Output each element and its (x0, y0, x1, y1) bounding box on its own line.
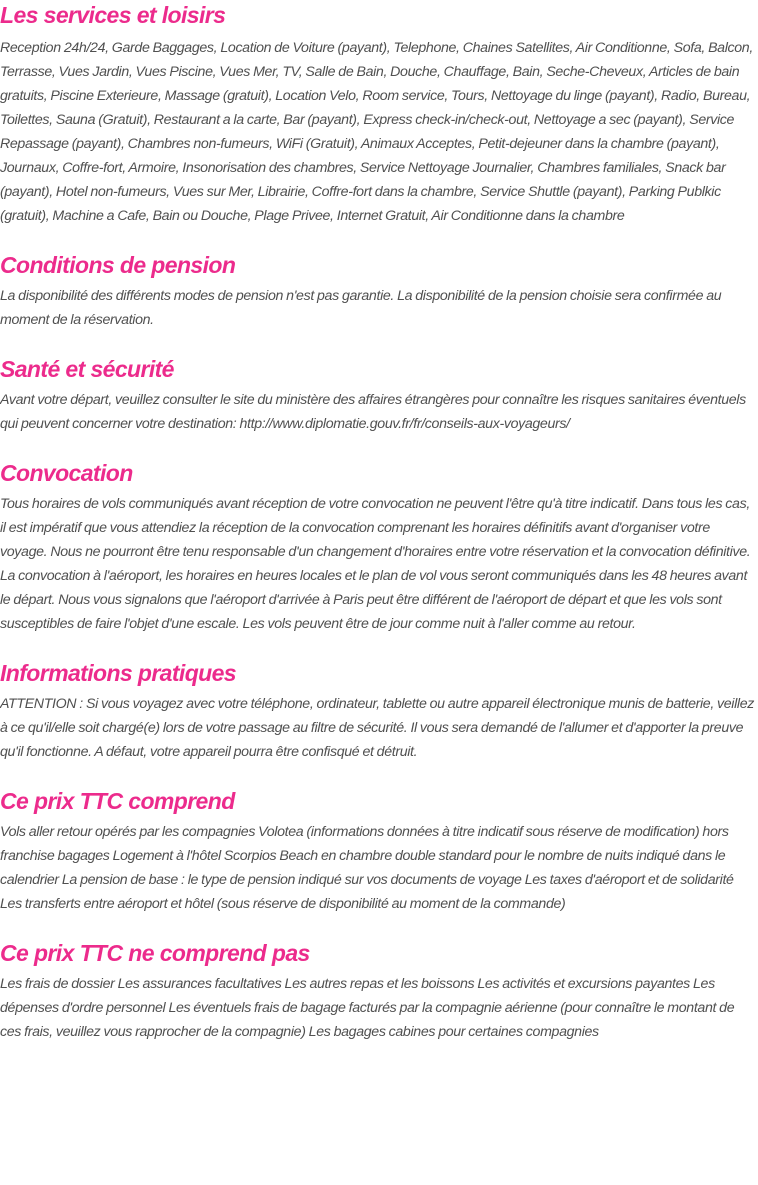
section-body-informations-pratiques: ATTENTION : Si vous voyagez avec votre téléphone, ordinateur, tablette ou autre appareil électronique munis de batterie, veillez à ce qu'il/elle soit chargé(e) lors de votre passage au filtre de sécurité. Il vous sera demandé de l'allumer et d'apporter la preuve qu'il fonctionne. A défaut, votre appareil pourra être confisqué et détruit. (0, 696, 754, 760)
section-informations-pratiques (0, 658, 758, 764)
section-convocation (0, 458, 758, 636)
section-prix-ne-comprend-pas (0, 938, 758, 1044)
section-title-services-loisirs: Les services et loisirs (0, 2, 226, 28)
section-services-loisirs (0, 0, 758, 228)
section-title-prix-ne-comprend-pas: Ce prix TTC ne comprend pas (0, 940, 310, 966)
section-title-convocation: Convocation (0, 460, 133, 486)
section-body-prix-comprend: Vols aller retour opérés par les compagnies Volotea (informations données à titre indicatif sous réserve de modification) hors franchise bagages Logement à l'hôtel Scorpios Beach en chambre double standard pour le nombre de nuits indiqué dans le calendrier La pension de base : le type de pension indiqué sur vos documents de voyage Les taxes d'aéroport et de solidarité Les transferts entre aéroport et hôtel (sous réserve de disponibilité au moment de la commande) (0, 824, 734, 912)
section-sante-securite (0, 354, 758, 436)
section-title-sante-securite: Santé et sécurité (0, 356, 174, 382)
section-body-sante-securite: Avant votre départ, veuillez consulter le site du ministère des affaires étrangères pour connaître les risques sanitaires éventuels qui peuvent concerner votre destination: http://www.diplomatie.gouv.fr/fr/conseils-aux-voyageurs/ (0, 392, 746, 432)
section-body-convocation: Tous horaires de vols communiqués avant réception de votre convocation ne peuvent l'être qu'à titre indicatif. Dans tous les cas, il est impératif que vous attendiez la réception de la convocation comprenant les horaires définitifs avant d'organiser votre voyage. Nous ne pourront être tenu responsable d'un changement d'horaires entre votre réservation et la convocation définitive. La convocation à l'aéroport, les horaires en heures locales et le plan de vol vous seront communiqués dans les 48 heures avant le départ. Nous vous signalons que l'aéroport d'arrivée à Paris peut être différent de l'aéroport de départ et que les vols sont susceptibles de faire l'objet d'une escale. Les vols peuvent être de jour comme nuit à l'aller comme au retour. (0, 496, 751, 632)
section-title-prix-comprend: Ce prix TTC comprend (0, 788, 235, 814)
section-title-informations-pratiques: Informations pratiques (0, 660, 236, 686)
section-body-prix-ne-comprend-pas: Les frais de dossier Les assurances facultatives Les autres repas et les boissons Les activités et excursions payantes Les dépenses d'ordre personnel Les éventuels frais de bagage facturés par la compagnie aérienne (pour connaître le montant de ces frais, veuillez vous rapprocher de la compagnie) Les bagages cabines pour certaines compagnies (0, 976, 735, 1040)
section-conditions-pension (0, 250, 758, 332)
section-title-conditions-pension: Conditions de pension (0, 252, 236, 278)
section-body-services-loisirs: Reception 24h/24, Garde Baggages, Location de Voiture (payant), Telephone, Chaines Satellites, Air Conditionne, Sofa, Balcon, Terrasse, Vues Jardin, Vues Piscine, Vues Mer, TV, Salle de Bain, Douche, Chauffage, Bain, Seche-Cheveux, Articles de bain gratuits, Piscine Exterieure, Massage (gratuit), Location Velo, Room service, Tours, Nettoyage du linge (payant), Radio, Bureau, Toilettes, Sauna (Gratuit), Restaurant a la carte, Bar (payant), Express check-in/check-out, Nettoyage a sec (payant), Service Repassage (payant), Chambres non-fumeurs, WiFi (Gratuit), Animaux Acceptes, Petit-dejeuner dans la chambre (payant), Journaux, Coffre-fort, Armoire, Insonorisation des chambres, Service Nettoyage Journalier, Chambres familiales, Snack bar (payant), Hotel non-fumeurs, Vues sur Mer, Librairie, Coffre-fort dans la chambre, Service Shuttle (payant), Parking Publkic (gratuit), Machine a Cafe, Bain ou Douche, Plage Privee, Internet Gratuit, Air Conditionne dans la chambre (0, 40, 753, 224)
section-body-conditions-pension: La disponibilité des différents modes de pension n'est pas garantie. La disponibilité de la pension choisie sera confirmée au moment de la réservation. (0, 288, 722, 328)
section-prix-comprend (0, 786, 758, 916)
